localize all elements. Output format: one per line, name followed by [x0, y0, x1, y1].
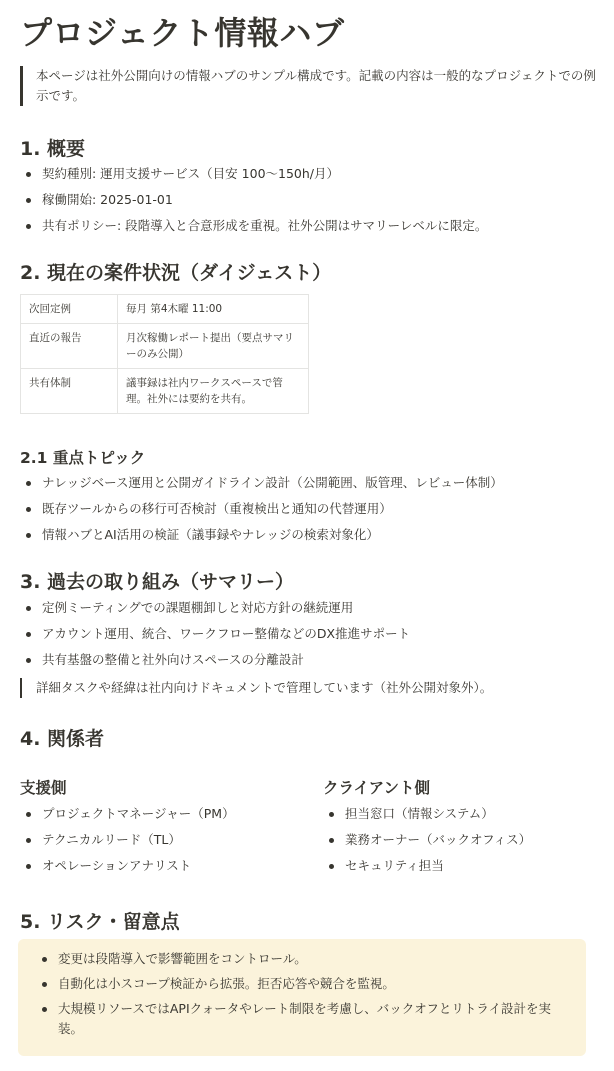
overview-heading: 1. 概要	[20, 138, 86, 160]
status-heading: 2. 現在の案件状況（ダイジェスト）	[20, 262, 332, 284]
status-table	[20, 294, 309, 414]
table-value: 毎月 第4木曜 11:00	[118, 295, 309, 324]
client-heading: クライアント側	[323, 779, 430, 797]
list-item: アカウント運用、統合、ワークフロー整備などのDX推進サポート	[20, 621, 410, 647]
list-item: 共有基盤の整備と社外向けスペースの分離設計	[20, 647, 410, 673]
page-title: プロジェクト情報ハブ	[20, 14, 345, 52]
list-item: 大規模リソースではAPIクォータやレート制限を考慮し、バックオフとリトライ設計を実装。	[36, 999, 572, 1044]
intro-quote: 本ページは社外公開向けの情報ハブのサンプル構成です。記載の内容は一般的なプロジェクトでの例示です。	[20, 66, 596, 106]
table-key: 次回定例	[21, 295, 118, 324]
table-row	[21, 295, 309, 324]
table-value: 月次稼働レポート提出（要点サマリーのみ公開）	[118, 324, 309, 369]
past-note: 詳細タスクや経緯は社内向けドキュメントで管理しています（社外公開対象外）。	[20, 678, 596, 698]
table-row	[21, 369, 309, 414]
overview-list	[20, 161, 487, 239]
client-list	[323, 801, 531, 879]
list-item: 変更は段階導入で影響範囲をコントロール。	[36, 949, 572, 974]
list-item: 定例ミーティングでの課題棚卸しと対応方針の継続運用	[20, 595, 410, 621]
list-item: 既存ツールからの移行可否検討（重複検出と通知の代替運用）	[20, 496, 503, 522]
table-value: 議事録は社内ワークスペースで管理。社外には要約を共有。	[118, 369, 309, 414]
list-item: オペレーションアナリスト	[20, 853, 235, 879]
list-item: セキュリティ担当	[323, 853, 531, 879]
stakeholders-heading: 4. 関係者	[20, 728, 105, 750]
list-item: 担当窓口（情報システム）	[323, 801, 531, 827]
topics-heading: 2.1 重点トピック	[20, 449, 146, 467]
list-item: 契約種別: 運用支援サービス（目安 100〜150h/月）	[20, 161, 487, 187]
list-item: 稼働開始: 2025-01-01	[20, 187, 487, 213]
risks-callout	[18, 939, 586, 1056]
list-item: 共有ポリシー: 段階導入と合意形成を重視。社外公開はサマリーレベルに限定。	[20, 213, 487, 239]
list-item: 情報ハブとAI活用の検証（議事録やナレッジの検索対象化）	[20, 522, 503, 548]
table-row	[21, 324, 309, 369]
list-item: テクニカルリード（TL）	[20, 827, 235, 853]
support-heading: 支援側	[20, 779, 67, 797]
list-item: 自動化は小スコープ検証から拡張。拒否応答や競合を監視。	[36, 974, 572, 999]
topics-list	[20, 470, 503, 548]
list-item: プロジェクトマネージャー（PM）	[20, 801, 235, 827]
risks-heading: 5. リスク・留意点	[20, 911, 180, 933]
past-heading: 3. 過去の取り組み（サマリー）	[20, 571, 295, 593]
past-list	[20, 595, 410, 673]
list-item: ナレッジベース運用と公開ガイドライン設計（公開範囲、版管理、レビュー体制）	[20, 470, 503, 496]
table-key: 共有体制	[21, 369, 118, 414]
support-list	[20, 801, 235, 879]
risks-list	[36, 949, 572, 1044]
table-key: 直近の報告	[21, 324, 118, 369]
list-item: 業務オーナー（バックオフィス）	[323, 827, 531, 853]
